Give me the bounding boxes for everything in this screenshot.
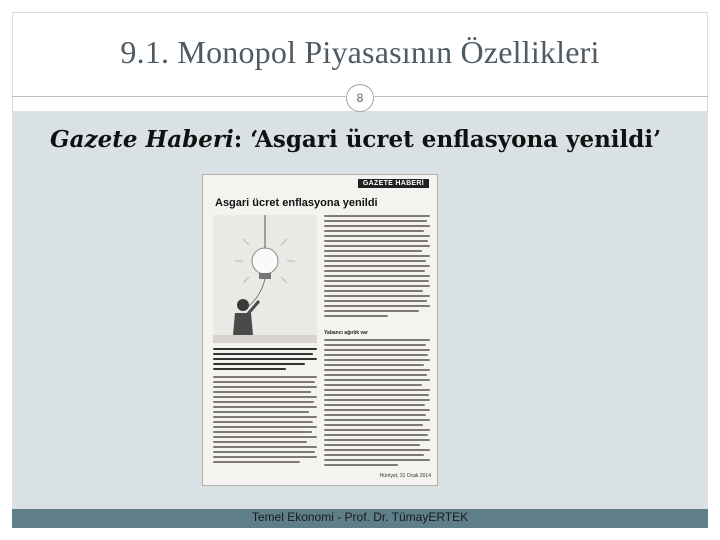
clipping-dateline: Hürriyet, 31 Ocak 2014: [379, 473, 431, 479]
slide-number: 8: [346, 84, 374, 112]
heading-label: Gazete Haberi: [50, 126, 234, 153]
article-column-top: [324, 215, 430, 320]
slide-title: 9.1. Monopol Piyasasının Özellikleri: [120, 34, 600, 70]
lightbulb-photo: [213, 215, 317, 343]
clipping-badge: GAZETE HABERİ: [358, 179, 429, 188]
clipping-subheading: Yabancı ağırlık var: [324, 330, 368, 336]
footer-text: Temel Ekonomi - Prof. Dr. TümayERTEK: [251, 510, 469, 524]
clipping-headline: Asgari ücret enflasyona yenildi: [215, 197, 378, 209]
slide-heading: [50, 125, 670, 155]
newspaper-clipping: [202, 174, 438, 486]
heading-text: : ‘Asgari ücret enflasyona yenildi’: [233, 126, 662, 153]
caption-column: [213, 348, 317, 466]
article-column-bottom: [324, 339, 430, 469]
